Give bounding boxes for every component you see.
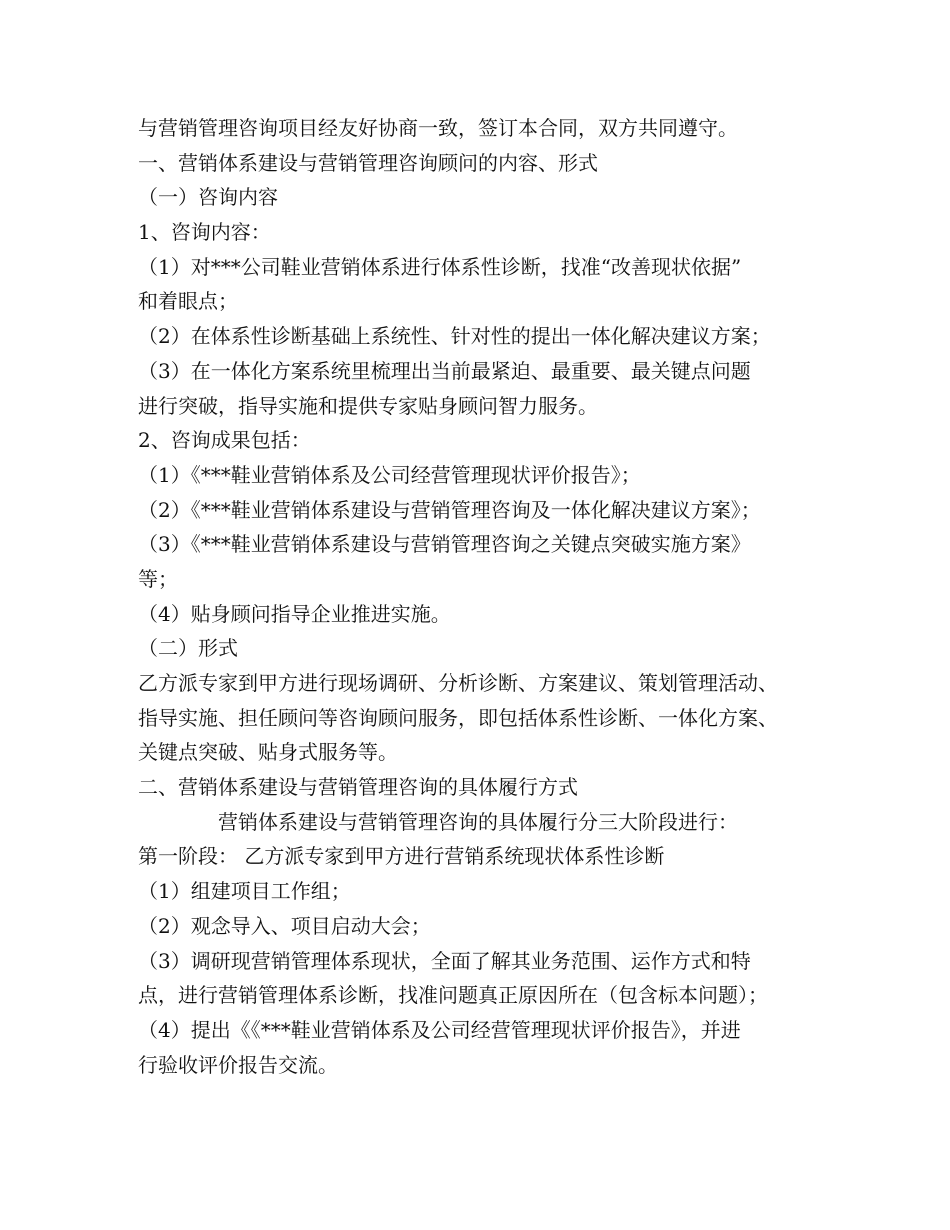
text-line: 点，进行营销管理体系诊断，找准问题真正原因所在（包含标本问题）； bbox=[138, 983, 768, 1008]
text-line: 指导实施、担任顾问等咨询顾问服务，即包括体系性诊断、一体化方案、 bbox=[138, 705, 778, 730]
text-line: （2）观念导入、项目启动大会； bbox=[138, 913, 431, 938]
text-line: （2）在体系性诊断基础上系统性、针对性的提出一体化解决建议方案； bbox=[138, 324, 771, 349]
text-line: （1）《***鞋业营销体系及公司经营管理现状评价报告》； bbox=[138, 462, 641, 487]
section-heading: 二、营销体系建设与营销管理咨询的具体履行方式 bbox=[138, 775, 578, 800]
text-line: 关键点突破、贴身式服务等。 bbox=[138, 740, 398, 765]
document-body bbox=[138, 111, 838, 1082]
text-line: （3）《***鞋业营销体系建设与营销管理咨询之关键点突破实施方案》 bbox=[138, 532, 751, 557]
subsection-heading: （一）咨询内容 bbox=[138, 185, 278, 210]
text-line: 乙方派专家到甲方进行现场调研、分析诊断、方案建议、策划管理活动、 bbox=[138, 671, 778, 695]
text-line: （1）对***公司鞋业营销体系进行体系性诊断，找准“改善现状依据” bbox=[138, 254, 742, 279]
subsection-heading: （二）形式 bbox=[138, 636, 238, 661]
text-line: （4）提出《《***鞋业营销体系及公司经营管理现状评价报告》，并进 bbox=[138, 1017, 741, 1042]
text-line: 进行突破，指导实施和提供专家贴身顾问智力服务。 bbox=[138, 393, 598, 418]
text-line: 营销体系建设与营销管理咨询的具体履行分三大阶段进行： bbox=[218, 809, 738, 834]
section-heading: 一、营销体系建设与营销管理咨询顾问的内容、形式 bbox=[138, 150, 598, 175]
text-line: （4）贴身顾问指导企业推进实施。 bbox=[138, 601, 451, 626]
stage-heading: 第一阶段： 乙方派专家到甲方进行营销系统现状体系性诊断 bbox=[138, 844, 665, 869]
item-heading: 1、咨询内容： bbox=[138, 220, 271, 245]
text-line: 和着眼点； bbox=[138, 289, 238, 314]
text-line: 等； bbox=[138, 566, 178, 591]
text-line: （1）组建项目工作组； bbox=[138, 879, 351, 904]
item-heading: 2、咨询成果包括： bbox=[138, 428, 311, 453]
text-line: 与营销管理咨询项目经友好协商一致，签订本合同，双方共同遵守。 bbox=[138, 116, 738, 140]
text-line: （3）在一体化方案系统里梳理出当前最紧迫、最重要、最关键点问题 bbox=[138, 358, 751, 383]
text-line: （3）调研现营销管理体系现状，全面了解其业务范围、运作方式和特 bbox=[138, 948, 751, 973]
text-line: （2）《***鞋业营销体系建设与营销管理咨询及一体化解决建议方案》； bbox=[138, 497, 761, 522]
text-line: 行验收评价报告交流。 bbox=[138, 1052, 338, 1077]
